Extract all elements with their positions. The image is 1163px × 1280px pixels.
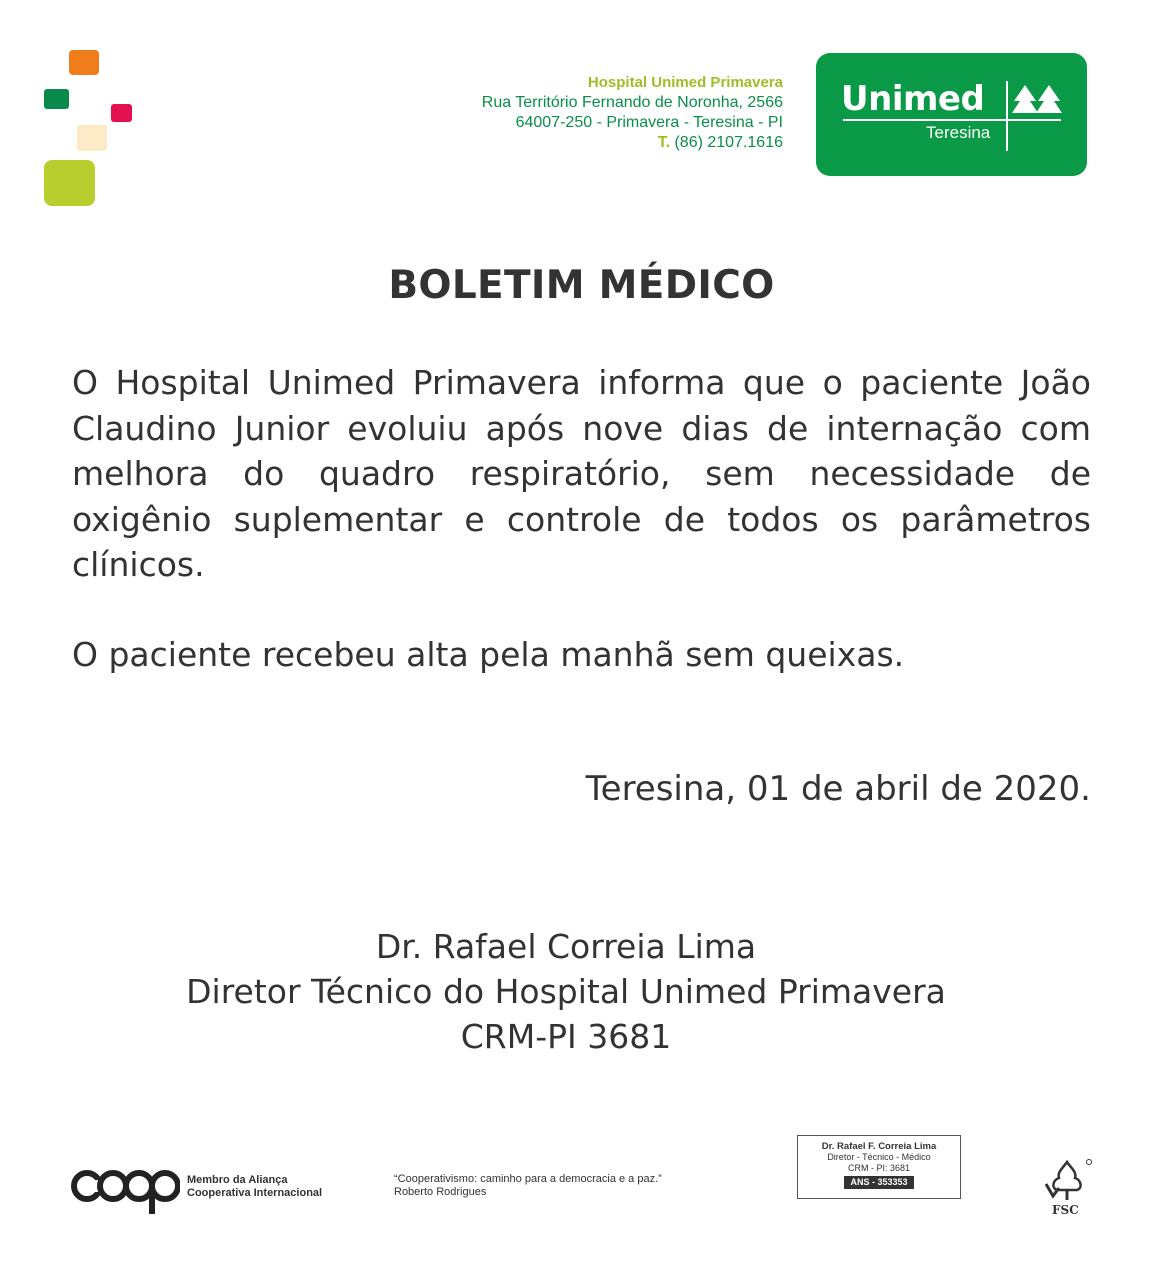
- decor-square-pink: [111, 104, 132, 122]
- bulletin-paragraph-1: O Hospital Unimed Primavera informa que o paciente João Claudino Junior evoluiu após nove dias de internação com melhora do quadro respiratório, sem necessidade de oxigênio suplementar e controle de todos os parâmetros clínicos.: [72, 363, 1091, 584]
- quote-author: Roberto Rodrigues: [394, 1186, 487, 1198]
- footer-quote: [394, 1173, 662, 1199]
- unimed-logo: [816, 53, 1087, 176]
- stamp-ans-badge: ANS - 353353: [844, 1176, 913, 1189]
- address-line-2: 64007-250 - Primavera - Teresina - PI: [515, 114, 783, 131]
- phone-prefix: T.: [657, 134, 671, 151]
- quote-text: “Cooperativismo: caminho para a democracia e a paz.”: [394, 1173, 662, 1185]
- decor-square-green: [44, 89, 69, 109]
- signature-crm: CRM-PI 3681: [460, 1017, 672, 1056]
- signature-name: Dr. Rafael Correia Lima: [375, 927, 757, 966]
- doctor-stamp: [797, 1135, 961, 1199]
- hospital-name: Hospital Unimed Primavera: [587, 74, 783, 91]
- decor-square-cream: [77, 125, 107, 151]
- phone-line: [482, 133, 783, 153]
- fsc-tree-icon: [1043, 1158, 1093, 1204]
- unimed-wordmark: Unimed: [841, 79, 985, 119]
- stamp-name: Dr. Rafael F. Correia Lima: [821, 1141, 937, 1152]
- phone-number: (86) 2107.1616: [674, 134, 783, 151]
- address-line-1: Rua Território Fernando de Noronha, 2566: [481, 94, 783, 111]
- decor-square-orange: [69, 50, 99, 75]
- document-title: BOLETIM MÉDICO: [388, 263, 775, 308]
- signature-role: Diretor Técnico do Hospital Unimed Primavera: [186, 972, 946, 1011]
- document-date: Teresina, 01 de abril de 2020.: [585, 769, 1091, 809]
- fsc-label: FSC: [1052, 1203, 1079, 1217]
- logo-city: Teresina: [926, 123, 991, 142]
- coop-text: [187, 1174, 322, 1200]
- pine-trees-icon: [1012, 81, 1064, 117]
- stamp-role: Diretor - Técnico - Médico: [827, 1152, 931, 1162]
- coop-line-1: Membro da Aliança: [187, 1174, 288, 1186]
- logo-horizontal-line: [843, 119, 1061, 121]
- logo-vertical-line: [1006, 81, 1008, 151]
- bulletin-paragraph-2: O paciente recebeu alta pela manhã sem queixas.: [72, 635, 905, 674]
- hospital-address-block: [482, 73, 783, 153]
- coop-logo-icon: [70, 1164, 180, 1216]
- decor-square-lime: [44, 160, 95, 206]
- stamp-crm: CRM - PI: 3681: [847, 1163, 911, 1173]
- coop-line-2: Cooperativa Internacional: [187, 1187, 323, 1199]
- signature-block: [0, 924, 1132, 1059]
